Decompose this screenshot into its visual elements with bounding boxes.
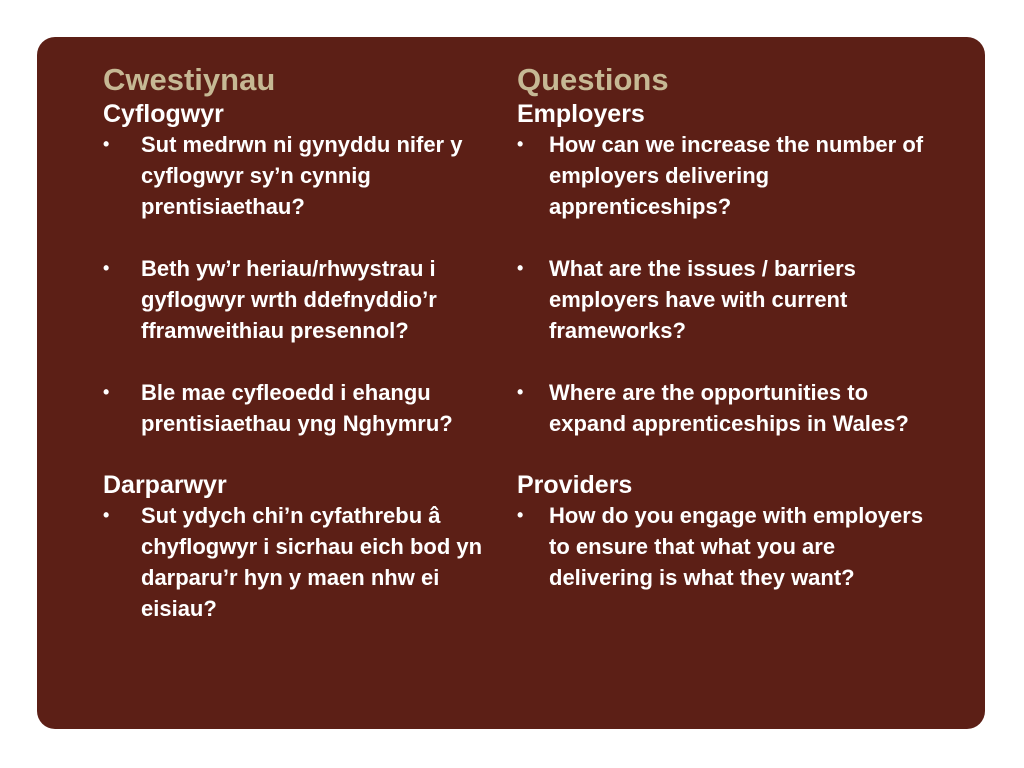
welsh-column (103, 61, 503, 624)
bullet-icon: • (103, 258, 110, 278)
list-item (517, 253, 937, 346)
welsh-providers-heading: Darparwyr (103, 471, 227, 499)
english-providers-list (517, 500, 937, 593)
welsh-title: Cwestiynau (103, 62, 276, 97)
english-employers-heading: Employers (517, 100, 645, 128)
bullet-icon: • (517, 505, 524, 525)
english-title: Questions (517, 62, 669, 97)
bullet-icon: • (517, 382, 524, 402)
bullet-icon: • (103, 134, 110, 154)
english-providers-section (517, 470, 937, 593)
list-item (103, 377, 503, 439)
list-item (517, 129, 937, 222)
bullet-text: Ble mae cyfleoedd i ehangu prentisiaethau yng Nghymru? (141, 380, 453, 436)
welsh-employers-heading: Cyflogwyr (103, 100, 224, 128)
welsh-providers-list (103, 500, 503, 624)
list-item (517, 500, 937, 593)
bullet-text: Where are the opportunities to expand apprenticeships in Wales? (549, 380, 909, 436)
list-item (103, 253, 503, 346)
english-employers-list (517, 129, 937, 439)
bullet-text: How can we increase the number of employers delivering apprenticeships? (549, 132, 924, 219)
list-item (103, 129, 503, 222)
bullet-icon: • (103, 382, 110, 402)
bullet-text: Beth yw’r heriau/rhwystrau i gyflogwyr wrth ddefnyddio’r fframweithiau presennol? (141, 256, 437, 343)
bullet-icon: • (517, 134, 524, 154)
list-item (517, 377, 937, 439)
english-column (517, 61, 937, 593)
english-providers-heading: Providers (517, 471, 633, 499)
bullet-icon: • (103, 505, 110, 525)
bullet-text: Sut medrwn ni gynyddu nifer y cyflogwyr sy’n cynnig prentisiaethau? (141, 132, 463, 219)
slide-panel (37, 37, 985, 729)
welsh-employers-section (103, 99, 503, 439)
bullet-text: How do you engage with employers to ensure that what you are delivering is what they want? (549, 503, 924, 590)
bullet-icon: • (517, 258, 524, 278)
bullet-text: What are the issues / barriers employers have with current frameworks? (549, 256, 856, 343)
list-item (103, 500, 503, 624)
bullet-text: Sut ydych chi’n cyfathrebu â chyflogwyr i sicrhau eich bod yn darparu’r hyn y maen nhw ei eisiau? (141, 503, 483, 621)
welsh-employers-list (103, 129, 503, 439)
welsh-providers-section (103, 470, 503, 624)
english-employers-section (517, 99, 937, 439)
